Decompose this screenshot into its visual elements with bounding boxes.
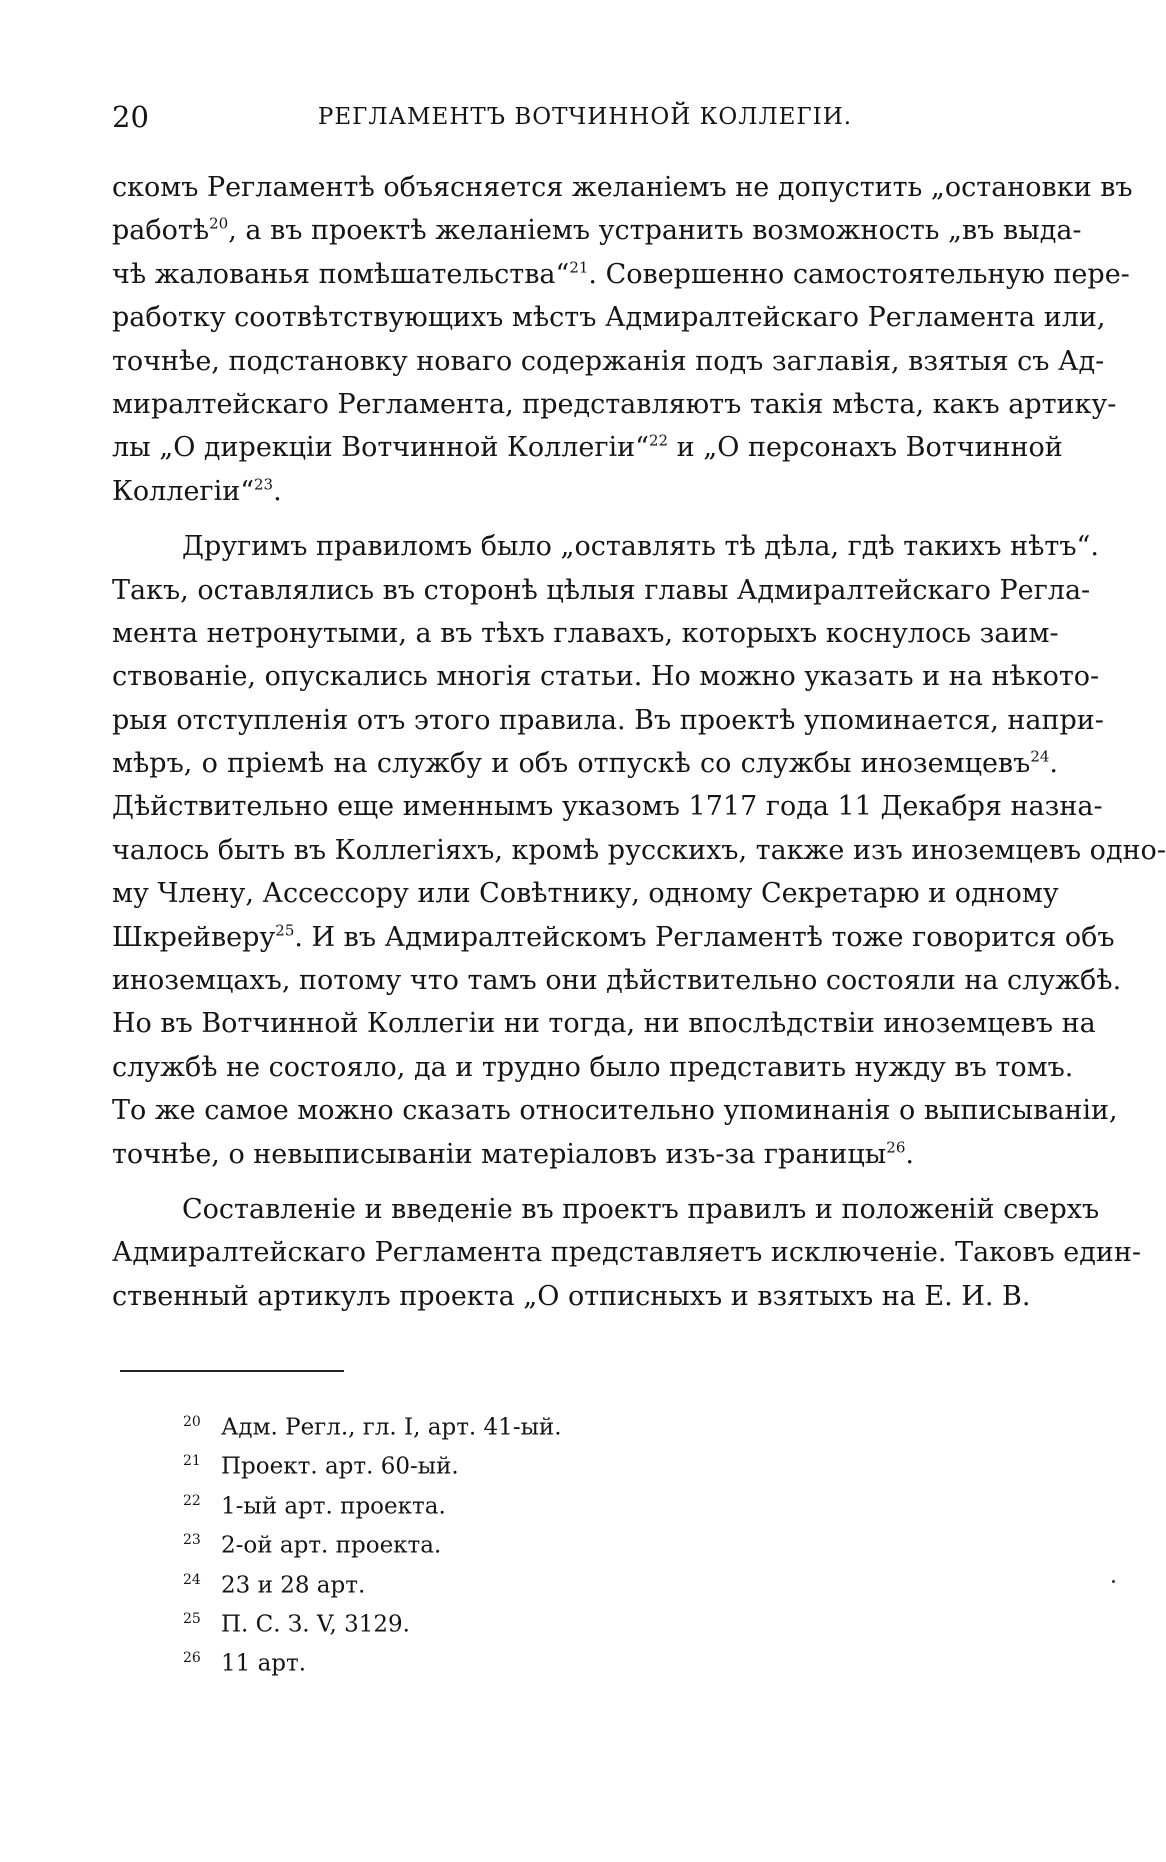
footnote-number: 24 (183, 1571, 201, 1588)
text-line (112, 612, 1058, 655)
line-text: Но въ Вотчинной Коллегiи ни тогда, ни впослѣдствiи иноземцевъ на (112, 1008, 1096, 1040)
line-text: Такъ, оставлялись въ сторонѣ цѣлыя главы Адмиралтейскаго Регла- (112, 574, 1091, 606)
line-text-cont: . Совершенно самостоятельную пере- (588, 258, 1130, 290)
text-line (112, 296, 1106, 339)
footnote-text: Адм. Регл., гл. I, арт. 41-ый. (221, 1414, 562, 1441)
footnote (183, 1639, 783, 1678)
footnote-separator (120, 1370, 344, 1372)
print-speck (1112, 1580, 1115, 1583)
text-line (112, 340, 1105, 383)
page-header (112, 100, 1058, 140)
footnote-text: Проект. арт. 60-ый. (221, 1453, 459, 1480)
text-line (112, 699, 1104, 742)
line-text: точнѣе, подстановку новаго содержанiя подъ заглавiя, взятыя съ Ад- (112, 345, 1105, 377)
footnotes (183, 1403, 783, 1679)
text-line (112, 470, 1058, 513)
footnote (183, 1600, 783, 1639)
line-text-cont: . И въ Адмиралтейскомъ Регламентѣ тоже говорится объ (294, 921, 1115, 953)
footnote (183, 1561, 783, 1600)
footnote-number: 23 (183, 1532, 201, 1549)
footnote-ref: 26 (886, 1138, 906, 1157)
text-line (112, 1046, 1074, 1089)
text-line (112, 525, 1099, 568)
line-text: миралтейскаго Регламента, представляютъ такiя мѣста, какъ артику- (112, 388, 1117, 420)
text-line (112, 959, 1122, 1002)
text-line (112, 569, 1091, 612)
paragraph-gap (112, 513, 1058, 525)
text-line (112, 916, 1115, 959)
text-line (112, 829, 1166, 872)
footnote-ref: 20 (209, 214, 229, 233)
line-text: точнѣе, о невыписыванiи матерiаловъ изъ-за границы (112, 1138, 887, 1170)
line-text: Коллегiи“ (112, 475, 255, 507)
footnote (183, 1403, 783, 1442)
footnote (183, 1482, 783, 1521)
line-text: скомъ Регламентѣ объясняется желанiемъ не допустить „остановки въ (112, 172, 1133, 203)
line-text: рыя отступленiя отъ этого правила. Въ проектѣ упоминается, напри- (112, 704, 1104, 736)
footnote (183, 1521, 783, 1560)
text-line (112, 383, 1117, 426)
text-line (112, 253, 1130, 296)
line-text: ственный артикулъ проекта „О отписныхъ и взятыхъ на Е. И. В. (112, 1280, 1031, 1312)
line-text: работѣ (112, 215, 210, 247)
footnote-text: П. С. З. V, 3129. (221, 1611, 410, 1638)
footnote-text: 2-ой арт. проекта. (221, 1532, 442, 1559)
line-text: Другимъ правиломъ было „оставлять тѣ дѣла, гдѣ такихъ нѣтъ“. (182, 531, 1099, 563)
line-text: Шкрейверу (112, 921, 276, 953)
running-title: РЕГЛАМЕНТЪ ВОТЧИННОЙ КОЛЛЕГIИ. (317, 104, 853, 130)
footnote-ref: 22 (648, 431, 669, 450)
footnote-text: 23 и 28 арт. (221, 1571, 366, 1598)
line-text: мѣръ, о прiемѣ на службу и объ отпускѣ со службы иноземцевъ (112, 748, 1031, 780)
footnote-ref: 24 (1030, 747, 1050, 766)
footnote-number: 25 (183, 1610, 201, 1627)
footnote-text: 1-ый арт. проекта. (221, 1493, 446, 1520)
text-line (112, 1133, 1058, 1176)
text-line (112, 742, 1058, 785)
text-line (112, 872, 1058, 915)
line-text: работку соотвѣтствующихъ мѣстъ Адмиралтейскаго Регламента или, (112, 302, 1106, 334)
line-text-cont: . (273, 475, 282, 507)
line-text-cont: . (1049, 748, 1058, 780)
page-number: 20 (112, 100, 149, 134)
text-line (112, 166, 1133, 209)
text-line (112, 1002, 1096, 1045)
line-text: Дѣйствительно еще именнымъ указомъ 1717 года 11 Декабря назна- (112, 791, 1103, 823)
text-line (112, 1188, 1100, 1231)
line-text: лы „О дирекцiи Вотчинной Коллегiи“ (112, 432, 649, 464)
text-line (112, 1275, 1058, 1318)
paragraph-gap (112, 1176, 1058, 1188)
footnote-number: 20 (183, 1414, 201, 1430)
footnote-text: 11 арт. (221, 1650, 307, 1677)
text-line (112, 209, 1082, 252)
footnote-ref: 25 (275, 921, 295, 940)
footnote-number: 26 (183, 1650, 201, 1667)
body-text (112, 166, 1166, 1318)
line-text: мента нетронутыми, а въ тѣхъ главахъ, которыхъ коснулось заим- (112, 617, 1059, 649)
line-text: му Члену, Ассессору или Совѣтнику, одному Секретарю и одному (112, 878, 1059, 910)
footnote-number: 22 (183, 1492, 201, 1509)
footnote (183, 1442, 783, 1481)
line-text: чалось быть въ Коллегiяхъ, кромѣ русскихъ, также изъ иноземцевъ одно- (112, 834, 1166, 866)
text-line (112, 1089, 1118, 1132)
line-text: службѣ не состояло, да и трудно было представить нужду въ томъ. (112, 1051, 1074, 1083)
line-text-cont: , а въ проектѣ желанiемъ устранить возможность „въ выда- (228, 215, 1082, 247)
line-text: чѣ жалованья помѣшательства“ (112, 258, 570, 290)
footnote-number: 21 (183, 1453, 201, 1470)
line-text-cont: . (905, 1138, 914, 1170)
line-text: ствованiе, опускались многiя статьи. Но можно указать и на нѣкото- (112, 661, 1100, 693)
line-text: Адмиралтейскаго Регламента представляетъ исключенiе. Таковъ един- (112, 1237, 1141, 1269)
text-line (112, 785, 1103, 828)
line-text-cont: и „О персонахъ Вотчинной (668, 432, 1063, 464)
line-text: Составленiе и введенiе въ проектъ правилъ и положенiй сверхъ (182, 1193, 1100, 1225)
line-text: То же самое можно сказать относительно упоминанiя о выписыванiи, (112, 1095, 1118, 1127)
footnote-ref: 23 (254, 475, 274, 494)
text-line (112, 1231, 1141, 1274)
text-line (112, 426, 1063, 469)
line-text: иноземцахъ, потому что тамъ они дѣйствительно состояли на службѣ. (112, 965, 1122, 997)
text-line (112, 655, 1100, 698)
footnote-ref: 21 (569, 258, 589, 277)
